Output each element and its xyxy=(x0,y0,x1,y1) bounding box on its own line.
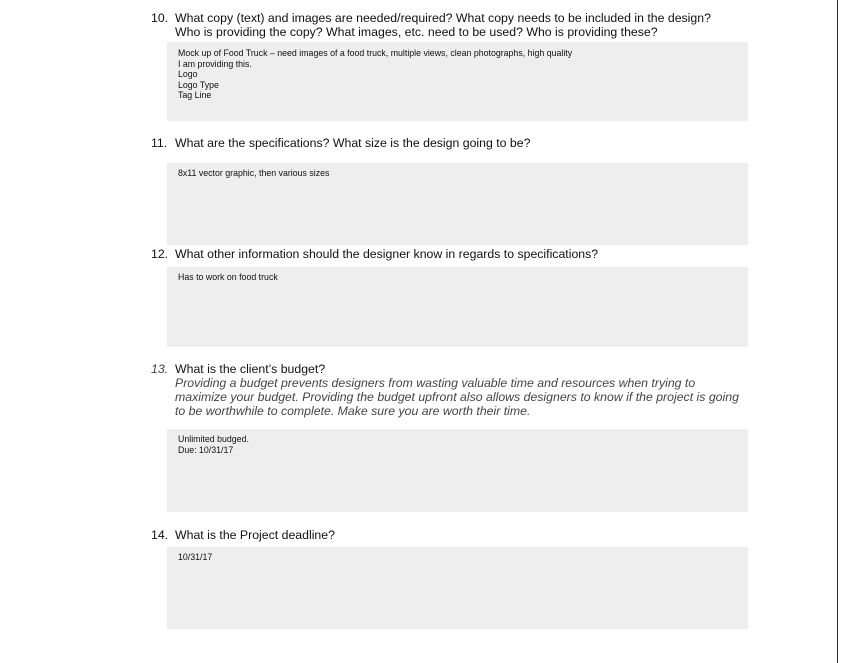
question-text xyxy=(175,247,598,261)
question-line: What is the Project deadline? xyxy=(175,528,335,542)
question-text xyxy=(175,136,530,150)
answer-line: Unlimited budged. xyxy=(178,434,249,444)
question-10 xyxy=(151,11,751,39)
answer-box-12[interactable] xyxy=(167,267,748,347)
question-13 xyxy=(151,362,751,418)
answer-box-13[interactable] xyxy=(167,429,748,512)
question-number: 11. xyxy=(151,136,168,150)
question-number: 10. xyxy=(151,11,169,25)
question-text xyxy=(175,362,739,418)
question-line: Who is providing the copy? What images, etc. need to be used? Who is providing these? xyxy=(175,25,658,39)
question-number: 12. xyxy=(151,247,169,261)
question-text xyxy=(175,11,711,39)
answer-line: Logo Type xyxy=(178,79,219,90)
answer-line: Tag Line xyxy=(178,90,212,101)
question-line: What are the specifications? What size is the design going to be? xyxy=(175,136,531,150)
answer-line: 8x11 vector graphic, then various sizes xyxy=(178,168,330,178)
answer-line: Has to work on food truck xyxy=(178,272,278,282)
answer-line: Due: 10/31/17 xyxy=(178,444,234,455)
answer-box-14[interactable] xyxy=(167,547,748,629)
question-note-line: maximize your budget. Providing the budget upfront also allows designers to know if the project is going xyxy=(175,390,739,404)
question-line: What other information should the designer know in regards to specifications? xyxy=(175,247,599,261)
page-edge-rule xyxy=(837,0,838,663)
question-number: 14. xyxy=(151,528,169,542)
answer-line: Logo xyxy=(178,69,198,80)
answer-box-10[interactable] xyxy=(167,42,748,121)
question-note-line: to be worthwhile to complete. Make sure you are worth their time. xyxy=(175,404,531,418)
question-11 xyxy=(151,136,751,150)
question-line: What is the client’s budget? xyxy=(175,362,326,376)
question-text xyxy=(175,528,335,542)
answer-box-11[interactable] xyxy=(167,163,748,245)
answer-line: Mock up of Food Truck – need images of a food truck, multiple views, clean photographs, high quality xyxy=(178,48,573,58)
answer-line: I am providing this. xyxy=(178,58,252,69)
question-number: 13. xyxy=(151,362,169,376)
question-12 xyxy=(151,247,751,261)
question-14 xyxy=(151,528,751,542)
answer-line: 10/31/17 xyxy=(178,552,213,562)
question-line: What copy (text) and images are needed/required? What copy needs to be included in the design? xyxy=(175,11,711,25)
question-note-line: Providing a budget prevents designers from wasting valuable time and resources when trying to xyxy=(175,376,696,390)
